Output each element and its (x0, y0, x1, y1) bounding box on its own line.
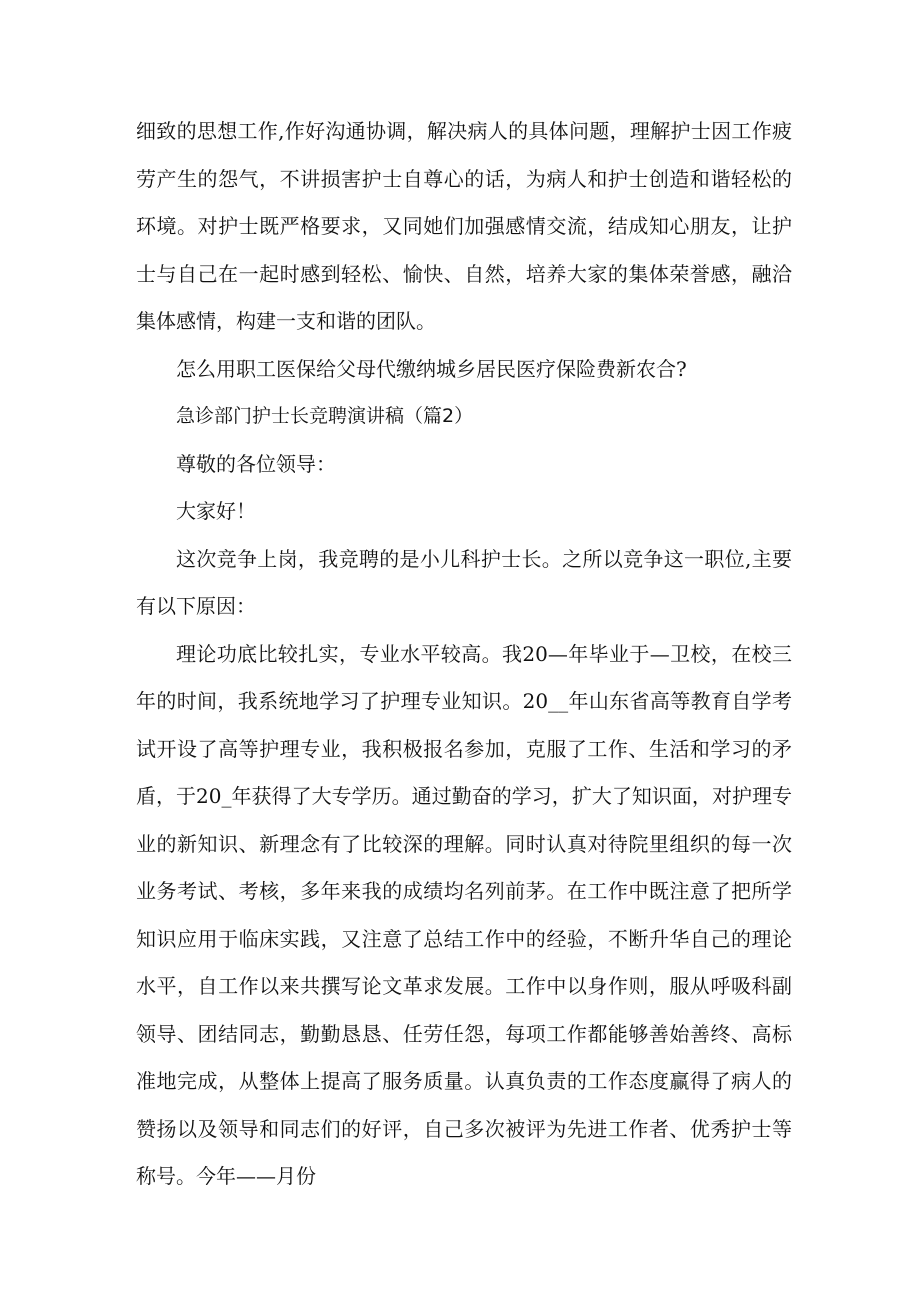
paragraph-reason: 理论功底比较扎实，专业水平较高。我20—年毕业于—卫校，在校三年的时间，我系统地学习了护理专业知识。20__年山东省高等教育自学考试开设了高等护理专业，我积极报名参加，克服了工作、生活和学习的矛盾，于20_年获得了大专学历。通过勤奋的学习，扩大了知识面，对护理专业的新知识、新理念有了比较深的理解。同时认真对待院里组织的每一次业务考试、考核，多年来我的成绩均名列前茅。在工作中既注意了把所学知识应用于临床实践，又注意了总结工作中的经验，不断升华自己的理论水平，自工作以来共撰写论文革求发展。工作中以身作则，服从呼吸科副领导、团结同志，勤勤恳恳、任劳任怨，每项工作都能够善始善终、高标准地完成，从整体上提高了服务质量。认真负责的工作态度赢得了病人的赞扬以及领导和同志们的好评，自己多次被评为先进工作者、优秀护士等称号。今年——月份 (136, 641, 792, 1188)
paragraph-intro: 这次竞争上岗，我竞聘的是小儿科护士长。之所以竞争这一职位,主要有以下原因： (136, 546, 792, 618)
section-heading: 急诊部门护士长竞聘演讲稿（篇2） (176, 405, 474, 427)
document-body (136, 108, 792, 1201)
paragraph-continuation: 细致的思想工作,作好沟通协调，解决病人的具体问题，理解护士因工作疲劳产生的怨气，不讲损害护士自尊心的话，为病人和护士创造和谐轻松的环境。对护士既严格要求，又同她们加强感情交流，结成知心朋友，让护士与自己在一起时感到轻松、愉快、自然，培养大家的集体荣誉感，融洽集体感情，构建一支和谐的团队。 (136, 119, 792, 333)
paragraph-question: 怎么用职工医保给父母代缴纳城乡居民医疗保险费新农合? (176, 356, 687, 381)
salutation: 尊敬的各位领导： (176, 451, 336, 476)
greeting: 大家好！ (176, 499, 256, 523)
